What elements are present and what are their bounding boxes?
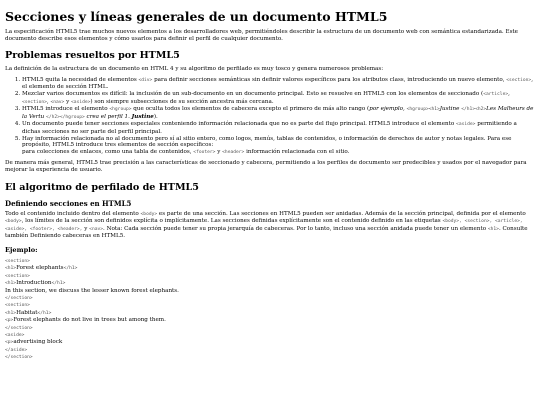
paragraph-text: . Nota: Cada sección puede tener su propia jerarquía de cabeceras. Por lo tanto, incluso una sección anidada puede tener un elemento (103, 225, 488, 232)
list-item-text: Hay información relacionada no al documento pero sí al sitio entero, como logos, menús, tablas de contenidos, o información de derechos de autor y notas legales. Para ese propósito, HTML5 introduce tres elementos de sección específicos: (22, 135, 512, 149)
problems-lead: La definición de la estructura de un documento en HTML 4 y su algoritmo de perfilado es muy tosco y genera numerosos problemas: (5, 66, 384, 73)
code-tag: </section> (5, 325, 33, 331)
code-text: In this section, we discuss the lesser known forest elephants. (5, 287, 179, 294)
intro-paragraph: La especificación HTML5 trae muchos nuevos elementos a los desarrolladores web, permitiéndoles describir la estructura de un documento web con semántica estandarizada. Este documento describe esos elementos y cómo usarlos para definir el perfil de cualquier documento. (5, 29, 518, 42)
code-line (5, 354, 535, 361)
code-line (5, 265, 535, 272)
example-heading: Ejemplo: (5, 245, 38, 254)
code-line (5, 325, 535, 332)
code-tag: <section> (5, 303, 30, 309)
list-item-text: y (64, 98, 72, 105)
list-item (22, 136, 535, 157)
list-item-emphasis: por ejemplo, (369, 106, 407, 113)
code-text: Introduction (16, 280, 52, 287)
code-line (5, 302, 535, 309)
code-line (5, 288, 535, 295)
list-item-emphasis: Justine (439, 106, 462, 113)
inline-code: <section> (22, 99, 47, 105)
code-text: Habitat (16, 309, 38, 316)
code-tag: </section> (5, 295, 33, 301)
list-item-text: permitiendo a dichas secciones no ser parte del perfil principal. (22, 121, 517, 135)
problems-summary: De manera más general, HTML5 trae precisión a las características de seccionado y cabecera, permitiendo a los perfiles de documento ser predecibles y usados por el navegador para mejorar la experiencia de usuario. (5, 160, 527, 173)
code-text: Forest elephants do not live in trees but among them. (13, 317, 166, 324)
inline-code: <body> (140, 211, 158, 217)
list-item-text: Un documento puede tener secciones especiales conteniendo información relacionada que no es parte del flujo principal. HTML5 introduce el elemento (22, 121, 457, 128)
list-item-strong: Justine (131, 113, 154, 120)
algorithm-heading: El algoritmo de perfilado de HTML5 (5, 181, 199, 193)
list-item-text: para definir secciones semánticas sin definir valores específicos para los atributos class, introduciendo un nuevo elemento, (152, 76, 507, 83)
list-item-text: información relacionada con el sitio. (244, 148, 350, 155)
code-tag: <section> (5, 258, 30, 264)
paragraph-text: es parte de una sección. Las secciones en HTML5 pueden ser anidadas. Además de la sección principal, definida por el elemento (157, 210, 526, 217)
list-item (22, 121, 535, 135)
list-item-text: HTML5 quita la necesidad de elementos (22, 76, 139, 83)
code-tag: <p> (5, 318, 14, 324)
code-example (5, 258, 535, 362)
page-title: Secciones y líneas generales de un documento HTML5 (5, 9, 388, 24)
algorithm-subheading: Definiendo secciones en HTML5 (5, 198, 132, 208)
code-tag: <p> (5, 340, 14, 346)
code-line (5, 332, 535, 339)
paragraph-text: y (82, 225, 90, 232)
code-line (5, 310, 535, 317)
inline-code: <aside> (456, 122, 476, 128)
code-text: Forest elephants (16, 265, 64, 272)
inline-code: <hgroup><h1> (406, 107, 440, 113)
inline-code: </h2></hgroup> (46, 114, 85, 120)
code-tag: <h1> (5, 310, 17, 316)
code-tag: <section> (5, 273, 30, 279)
code-tag: </section> (5, 355, 33, 361)
code-tag: <h1> (5, 281, 17, 287)
code-line (5, 273, 535, 280)
code-line (5, 317, 535, 324)
list-item-text: que oculta todos los elementos de cabecera excepto el primero de más alto rango ( (131, 106, 370, 113)
inline-code: <hgroup> (109, 107, 132, 113)
code-tag: </h1> (63, 266, 78, 272)
paragraph-text: , los límites de la sección son definidos explícita o implícitamente. Las secciones definidas explícitamente son el contenido definido en las etiquetas (21, 218, 443, 225)
list-item-text: , el elemento de sección HTML. (22, 76, 533, 91)
code-line (5, 258, 535, 265)
code-line (5, 339, 535, 346)
list-item-emphasis: crea el perfil 1. (84, 113, 132, 120)
inline-code: <body>, <section>, <article>, <aside>, <footer>, <header>, (5, 219, 523, 232)
paragraph-text: . Consulte también Definiendo cabeceras en HTML5. (5, 225, 528, 240)
code-line (5, 280, 535, 287)
list-item-text: ) son siempre subsecciones de su sección ancestra más cercana. (90, 98, 274, 105)
problems-heading: Problemas resueltos por HTML5 (5, 50, 180, 62)
code-tag: </aside> (5, 347, 28, 353)
list-item-text: y (215, 148, 223, 155)
inline-code: <footer> (193, 149, 216, 155)
code-line (5, 347, 535, 354)
inline-code: <aside> (71, 99, 91, 105)
code-tag: </h1> (51, 281, 66, 287)
code-tag: <h1> (5, 266, 17, 272)
inline-code: </h1><h2> (461, 107, 487, 113)
inline-code: <h1> (487, 226, 499, 232)
problems-list (5, 77, 535, 157)
list-item-text: para colecciones de enlaces, como una tabla de contenidos, (22, 148, 194, 155)
code-tag: </h1> (37, 310, 52, 316)
inline-code: <section> (506, 77, 532, 83)
inline-code: <article> (483, 91, 509, 97)
list-item-text: Mezclar varios documentos es difícil: la inclusión de un sub-documento en un documento principal. Esto se resuelve en HTML5 con los elementos de seccionado ( (22, 90, 484, 97)
algorithm-paragraph (5, 211, 535, 240)
inline-code: <nav> (89, 226, 104, 232)
code-tag: <aside> (5, 332, 25, 338)
list-item-text: , (508, 90, 510, 97)
list-item (22, 77, 535, 91)
paragraph-text: Todo el contenido incluido dentro del elemento (5, 210, 141, 217)
list-item-text: ). (153, 113, 158, 120)
list-item (22, 106, 535, 121)
list-item (22, 91, 535, 106)
inline-code: <body> (5, 219, 22, 225)
code-line (5, 295, 535, 302)
list-item-text: , (46, 98, 51, 105)
list-item-emphasis: Les Malheurs de la Vertu (22, 106, 534, 120)
inline-code: <header> (222, 149, 245, 155)
code-text: advertising block (13, 339, 63, 346)
list-item-text: HTML5 introduce el elemento (22, 106, 110, 113)
inline-code: <div> (138, 77, 153, 83)
inline-code: <nav> (50, 99, 65, 105)
